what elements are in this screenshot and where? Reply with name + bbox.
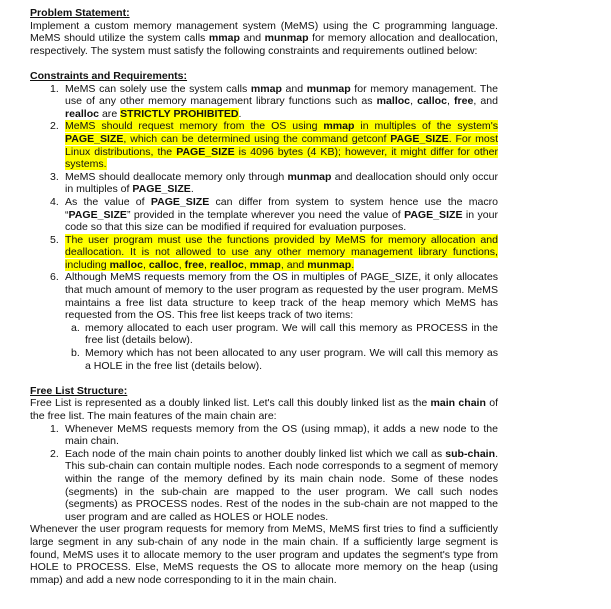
constraint-subitems [65, 322, 498, 372]
problem-heading: Problem Statement: [30, 7, 130, 19]
constraint-subitem-b: b. Memory which has not been allocated to any user program. We will call this memory as a HOLE in the free list (details below). [71, 347, 498, 372]
freelist-item-2: 2. Each node of the main chain points to another doubly linked list which we call as sub-chain. This sub-chain can contain multiple nodes. Each node corresponds to a segment of memory within the range of the memory defined by its main chain node. Some of these nodes (segments) in the sub-chain are mapped to the user program. We call such nodes (segments) as PROCESS nodes. Rest of the nodes in the sub-chain are not mapped to the user program and are called as HOLES or HOLE nodes. [50, 447, 498, 523]
freelist-heading: Free List Structure: [30, 384, 128, 397]
freelist-closing: Whenever the user program requests for memory from MeMS, MeMS first tries to find a sufficiently large segment in any sub-chain of any node in the main chain. If a sufficiently large segment is found, MeMS uses it to allocate memory to the user program and updates the segment's type from HOLE to PROCESS. Else, MeMS requests the OS to allocate more memory on the heap (using mmap) and add a new node corresponding to it in the main chain. [30, 523, 498, 586]
constraint-item-6: 6. Although MeMS requests memory from the OS in multiples of PAGE_SIZE, it only allocates that much amount of memory to the user program as requested by the user program. MeMS maintains a free list data structure to keep track of the heap memory which MeMS has requested from the OS. This free list keeps track of two items: a. memory allocated to each user program. We will call this memory as PROCESS in the free list (details below). b. Memory which has not been allocated to any user program. We will call this memory as a HOLE in the free list (details below). [50, 271, 498, 372]
constraint-item-3: 3. MeMS should deallocate memory only through munmap and deallocation should only occur in multiples of PAGE_SIZE. [50, 170, 498, 196]
constraint-item-2: 2. MeMS should request memory from the OS using mmap in multiples of the system's PAGE_SIZE, which can be determined using the command getconf PAGE_SIZE. For most Linux distributions, the PAGE_SIZE is 4096 bytes (4 KB); however, it might differ for other systems. [50, 120, 499, 171]
constraints-heading: Constraints and Requirements: [30, 69, 188, 82]
freelist-intro: Free List is represented as a doubly linked list. Let's call this doubly linked list as the main chain of the free list. The main features of the main chain are: [30, 397, 498, 422]
constraint-subitem-a: a. memory allocated to each user program. We will call this memory as PROCESS in the free list (details below). [71, 321, 498, 347]
freelist-item-1: 1. Whenever MeMS requests memory from the OS (using mmap), it adds a new node to the main chain. [50, 422, 498, 448]
constraint-item-4: 4. As the value of PAGE_SIZE can differ from system to system hence use the macro “PAGE_SIZE” provided in the template wherever you need the value of PAGE_SIZE in your code so that this size can be modified if required for evaluation purposes. [50, 195, 499, 234]
freelist-list [30, 423, 498, 524]
constraints-list [30, 83, 498, 373]
problem-text: Implement a custom memory management system (MeMS) using the C programming language. MeMS should utilize the system calls mmap and munmap for memory allocation and deallocation, respectively. The system must satisfy the following constraints and requirements outlined below: [30, 19, 498, 57]
document [30, 7, 498, 586]
constraint-item-1: 1. MeMS can solely use the system calls mmap and munmap for memory management. The use of any other memory management library functions such as malloc, calloc, free, and realloc are STRICTLY PROHIBITED. [50, 82, 498, 120]
constraint-item-5: 5. The user program must use the functions provided by MeMS for memory allocation and deallocation. It is not allowed to use any other memory management library functions, including malloc, calloc, free, realloc, mmap, and munmap. [50, 233, 498, 271]
